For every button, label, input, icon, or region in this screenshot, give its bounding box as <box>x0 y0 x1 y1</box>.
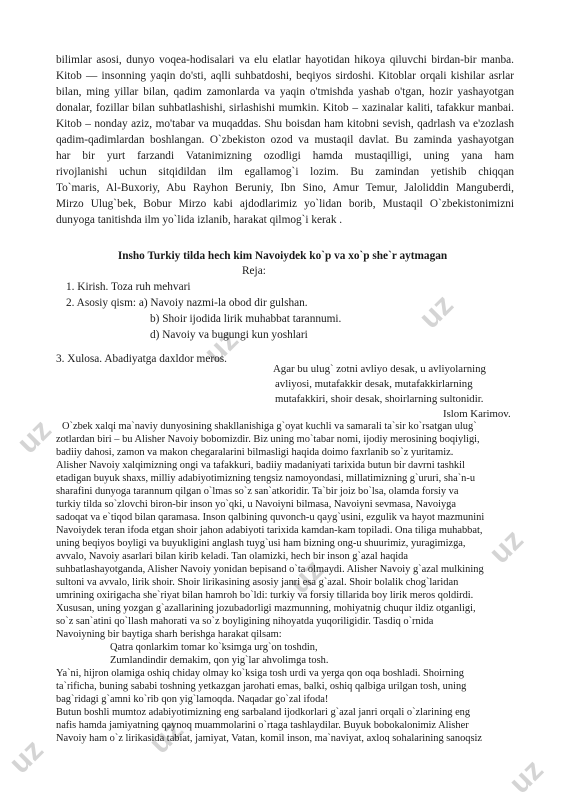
intro-line: Kitob – nonday aziz, mo'tabar va muqaddas. Shu boisdan ham kitobni sevish, qadrlash va e'zozlash <box>56 118 514 130</box>
essay-title: Insho Turkiy tilda hech kim Navoiydek ko`p va xo`p she`r aytmagan <box>117 250 448 262</box>
body-line: badiiy dahosi, zamon va makon chegaralarini bilmasligi haqida doimo faxrlanib so`z yuritamiz. <box>56 447 454 458</box>
epigraph-line: mutafakkiri, shoir desak, shoirlarning sultonidir. <box>275 393 484 405</box>
body-line: sadoqat va e`tiqod bilan qaramasa. Inson qalbining quvonch-u qayg`usini, ezgulik va hayot mazmunini <box>56 512 485 523</box>
watermark: uz <box>282 553 330 601</box>
plan-label: Reja: <box>242 265 266 277</box>
watermark: uz <box>197 323 245 371</box>
body-line: Butun boshli mumtoz adabiyotimizning eng sarbaland ijodkorlari g`azal janri orqali o`zlarining eng <box>56 707 471 718</box>
body-line: Xususan, uning yozgan g`azallarining jozubadorligi mazmunning, mohiyatnig chuqur ildiz otganligi, <box>56 603 476 614</box>
intro-line: donalar, fozillar bilan suhbatlashishi, sirlashishi mumkin. Kitob – xazinalar kaliti, tafakkur manbai. <box>56 102 514 114</box>
body-line: umrining oxirigacha she`riyat bilan hamroh bo`ldi: turkiy va forsiy tillarida boy lirik meros qoldirdi. <box>56 590 474 601</box>
body-line: sharafini dunyoga tarannum qilgan o`lmas so`z san`atkoridir. Ta`bir joiz bo`lsa, olamda forsiy va <box>56 486 459 497</box>
verse-line: Zumlandindir demakim, qon yig`lar ahvolimga tosh. <box>110 655 329 666</box>
plan-item: 2. Asosiy qism: a) Navoiy nazmi-la obod dir gulshan. <box>66 297 308 309</box>
watermark: uz <box>2 733 50 781</box>
watermark: uz <box>502 753 550 801</box>
intro-line: Kitob — insonning yaqin do'sti, aqlli suhbatdoshi, beqiyos sirdoshi. Kitoblar orqali kishilar asrlar <box>56 70 514 82</box>
intro-line: dunyoga tanitishda ilm yo`lida izlanib, harakat qilmog`i kerak . <box>56 214 343 226</box>
body-line: avvalo, Navoiy asarlari bilan kirib keladi. Tan olamizki, hech bir inson g`azal haqida <box>56 551 408 562</box>
body-line: O`zbek xalqi ma`naviy dunyosining shakllanishiga g`oyat kuchli va samarali ta`sir ko`rsatgan ulug` <box>62 421 477 432</box>
body-line: bag`ridagi g`amni ko`rib qon yig`lamoqda. Naqadar go`zal ifoda! <box>56 694 329 705</box>
watermark: uz <box>482 523 530 571</box>
body-line: etadigan buyuk shaxs, milliy adabiyotimizning tengsiz namoyondasi, millatimizning g`ururi, sha`n-u <box>56 473 476 484</box>
watermark: uz <box>142 713 190 761</box>
body-line: nafis hamda jamiyatning qaynoq muammolarini o`rtaga tashlaydilar. Buyuk bobokalonimiz Alisher <box>56 720 469 731</box>
epigraph-line: Agar bu ulug` zotni avliyo desak, u avliyolarning <box>273 363 486 375</box>
watermark: uz <box>412 288 460 336</box>
intro-line: Mirzo Ulug`bek, Bobur Mirzo kabi ajdodlarimiz yo`lidan borib, Mustaqil O`zbekistonimizni <box>56 198 514 210</box>
body-line: zotlardan biri – bu Alisher Navoiy bobomizdir. Biz uning mo`tabar nomi, ijodiy merosining boqiyligi, <box>56 434 480 445</box>
intro-line: har bir yurt farzandi Vatanimizning ozodligi hamda mustaqilligi, uning yana ham <box>56 150 514 162</box>
plan-item: d) Navoiy va bugungi kun yoshlari <box>150 329 308 341</box>
verse-line: Qatra qonlarkim tomar ko`ksimga urg`on toshdin, <box>110 642 318 653</box>
body-line: Navoiyning bir baytiga sharh berishga harakat qilsam: <box>56 629 282 640</box>
plan-item: 1. Kirish. Toza ruh mehvari <box>66 281 191 293</box>
body-line: Alisher Navoiy xalqimizning ongi va tafakkuri, badiiy madaniyati tarixida butun bir davrni tashkil <box>56 460 465 471</box>
body-line: so`z san`atini qo`llash mahorati va so`z boyligining nihoyatda yuqoriligidir. Tasdiq o`rnida <box>56 616 434 627</box>
intro-line: bilan, ming yillar bilan, qadim zamonlarda va yaqin o'tmishda yashab o'tgan, hozir yashayotgan <box>56 86 514 98</box>
intro-line: qadim-qadimlardan boshlangan. O`zbekiston ozod va mustaqil davlat. Bu zaminda yashayotgan <box>56 134 514 146</box>
plan-item: b) Shoir ijodida lirik muhabbat tarannumi. <box>150 313 342 325</box>
body-line: Navoiy ham o`z lirikasida tabiat, jamiyat, Vatan, komil inson, ma`naviyat, axloq sohalarining sanoqsiz <box>56 733 483 744</box>
intro-line: rivojlanishi uchun sitqidildan ilm egallamog`i lozim. Bu zamindan yetishib chiqqan <box>56 166 514 178</box>
plan-item: 3. Xulosa. Abadiyatga daxldor meros. <box>56 353 227 365</box>
body-line: suhbatlashayotganda, Alisher Navoiy yonidan bepisand o`ta olmaydi. Alisher Navoiy g`azal mulkining <box>56 564 484 575</box>
body-line: turkiy tilda so`zlovchi biron-bir inson yo`qki, u Navoiyni bilmasa, Navoiyni sevmasa, Navoiyga <box>56 499 456 510</box>
intro-line: To`maris, Al-Buxoriy, Abu Rayhon Beruniy, Ibn Sino, Amur Temur, Jaloliddin Manguberdi, <box>56 182 514 194</box>
intro-line: bilimlar asosi, dunyo voqea-hodisalari va elu elatlar hayotidan hikoya qiluvchi birdan-bir manba. <box>56 54 514 66</box>
body-line: Navoiydek teran ifoda etgan shoir jahon adabiyoti tarixida kamdan-kam topiladi. Ona tiliga muhabbat, <box>56 525 483 536</box>
body-line: uning beqiyos boyligi va buyukligini anglash tuyg`usi ham bizning ong-u shuurimiz, yuragimizga, <box>56 538 466 549</box>
body-line: Ya`ni, hijron olamiga oshiq chiday olmay ko`ksiga tosh urdi va yerga qon oqa boshladi. Shoirning <box>56 668 464 679</box>
epigraph-author: Islom Karimov. <box>443 408 511 420</box>
watermark: uz <box>10 413 58 461</box>
epigraph-line: avliyosi, mutafakkir desak, mutafakkirlarning <box>275 378 473 390</box>
body-line: sultoni va avvalo, lirik shoir. Shoir lirikasining asosiy janri esa g`azal. Shoir bolalik chog`laridan <box>56 577 459 588</box>
body-line: ta`rificha, buning sababi toshning yetkazgan jarohati emas, balki, oshiq qalbiga urilgan tosh, uning <box>56 681 467 692</box>
